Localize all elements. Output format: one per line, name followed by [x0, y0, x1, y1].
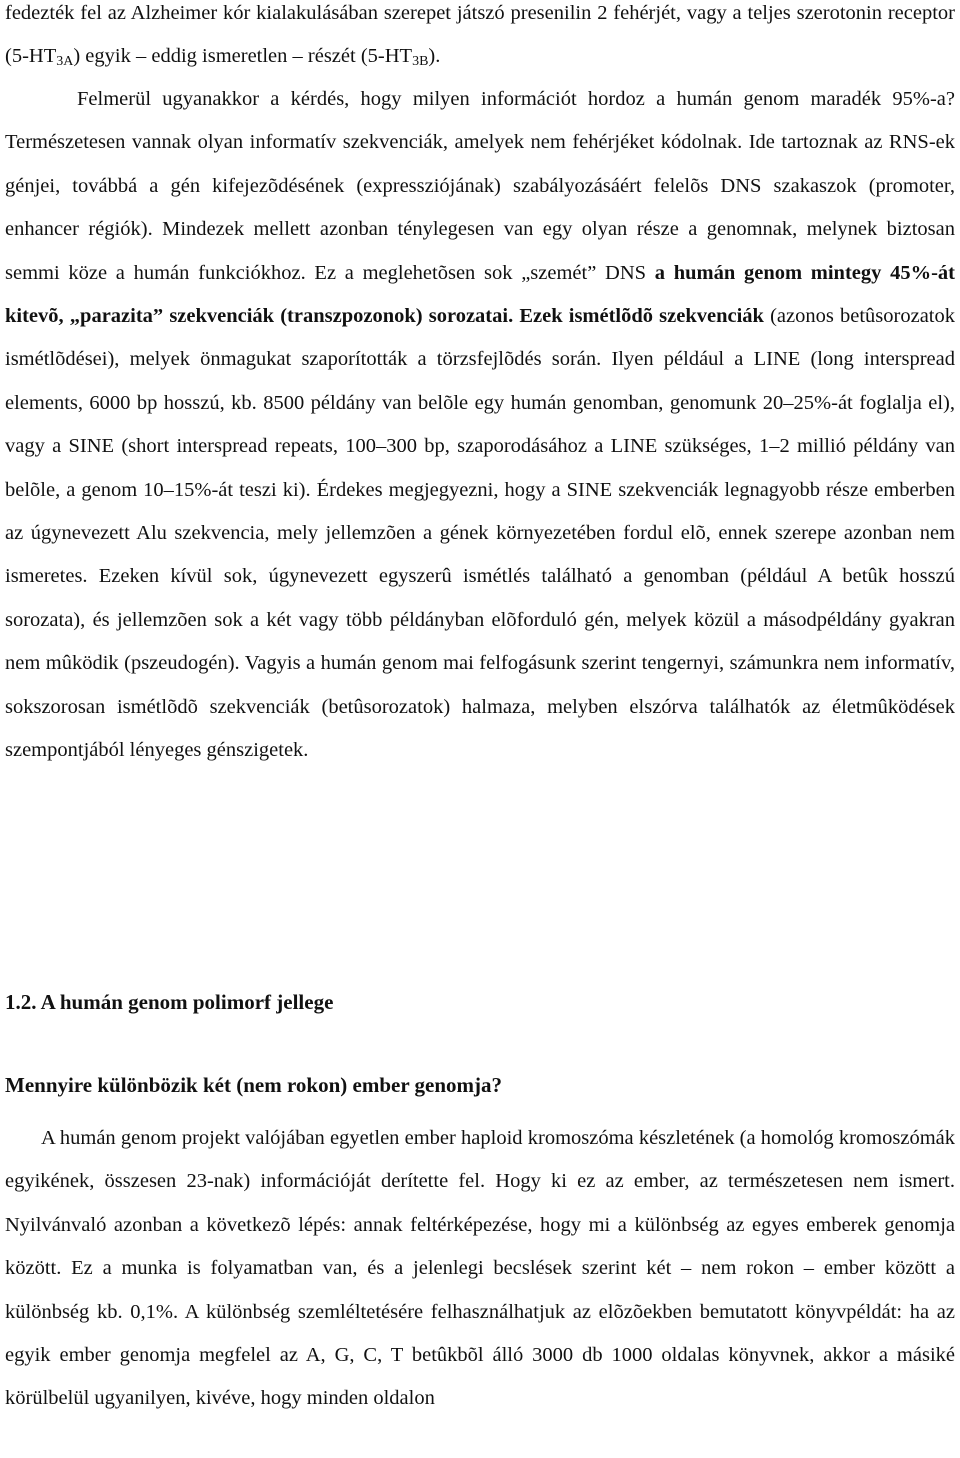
text-run: ) egyik – eddig ismeretlen – részét (5-HT	[73, 45, 413, 68]
subscript: 3B	[412, 54, 429, 70]
subscript: 3A	[56, 54, 74, 70]
paragraph-presenilin	[5, 0, 955, 79]
text-run: fedezték fel az Alzheimer kór kialakulásában szerepet játszó presenilin 2 fehérjét, vagy a teljes szerotonin receptor (5-HT	[5, 2, 955, 68]
paragraph-genome-project	[5, 1117, 955, 1421]
section-heading: 1.2. A humán genom polimorf jellege	[5, 990, 334, 1014]
text-run: A humán genom projekt valójában egyetlen ember haploid kromoszóma készletének (a homológ kromoszómák egyikének, összesen 23-nak) információját derítette fel. Hogy ki ez az ember, az természetesen nem ismert. Nyilvánvaló azonban a következõ lépés: annak feltérképezése, hogy mi a különbség az egyes emberek genomja között. Ez a munka is folyamatban van, és a jelenlegi becslések szerint két – nem rokon – ember között a különbség kb. 0,1%. A különbség szemléltetésére felhasználhatjuk az elõzõekben bemutatott könyvpéldát: ha az egyik ember genomja megfelel az A, G, C, T betûkbõl álló 3000 db 1000 oldalas könyvnek, akkor a másiké körülbelül ugyanilyen, kivéve, hogy minden oldalon	[5, 1127, 955, 1410]
text-run: (azonos betûsorozatok ismétlõdései), melyek önmagukat szaporították a törzsfejlõdés során. Ilyen például a LINE (long interspread elements, 6000 bp hosszú, kb. 8500 példány van belõle egy humán genomban, genomunk 20–25%-át foglalja el), vagy a SINE (short interspread repeats, 100–300 bp, szaporodásához a LINE szükséges, 1–2 millió példány van belõle, a genom 10–15%-át teszi ki). Érdekes megjegyezni, hogy a SINE szekvenciák legnagyobb része emberben az úgynevezett Alu szekvencia, mely jellemzõen a gének környezetében fordul elõ, ennek szerepe azonban nem ismeretes. Ezeken kívül sok, úgynevezett egyszerû ismétlés található a genomban (például A betûk hosszú sorozata), és jellemzõen sok a két vagy több példányban elõforduló gén, melyek közül a másodpéldány gyakran nem mûködik (pszeudogén). Vagyis a humán genom mai felfogásunk szerint tengernyi, számunkra nem informatív, sokszorosan ismétlõdõ szekvenciák (betûsorozatok) halmaza, melyben elszórva találhatók az életmûködések szempontjából lényeges génszigetek.	[5, 305, 955, 762]
paragraph-human-genome-remainder	[5, 78, 955, 773]
sub-heading: Mennyire különbözik két (nem rokon) ember genomja?	[5, 1073, 502, 1097]
bold-text: a humán genom mintegy 45%-át kitevõ, „parazita” szekvenciák (transzpozonok) sorozatai. Ezek ismétlõdõ szekvenciák	[5, 261, 955, 328]
text-run: Felmerül ugyanakkor a kérdés, hogy milyen információt hordoz a humán genom maradék 95%-a? Természetesen vannak olyan informatív szekvenciák, amelyek nem fehérjéket kódolnak. Ide tartoznak az RNS-ek génjei, továbbá a gén kifejezõdésének (expressziójának) szabályozásáért felelõs DNS szakaszok (promoter, enhancer régiók). Mindezek mellett azonban ténylegesen van egy olyan része a genomnak, melynek biztosan semmi köze a humán funkciókhoz. Ez a meglehetõsen sok „szemét” DNS	[5, 88, 955, 284]
text-run: ).	[428, 45, 441, 68]
